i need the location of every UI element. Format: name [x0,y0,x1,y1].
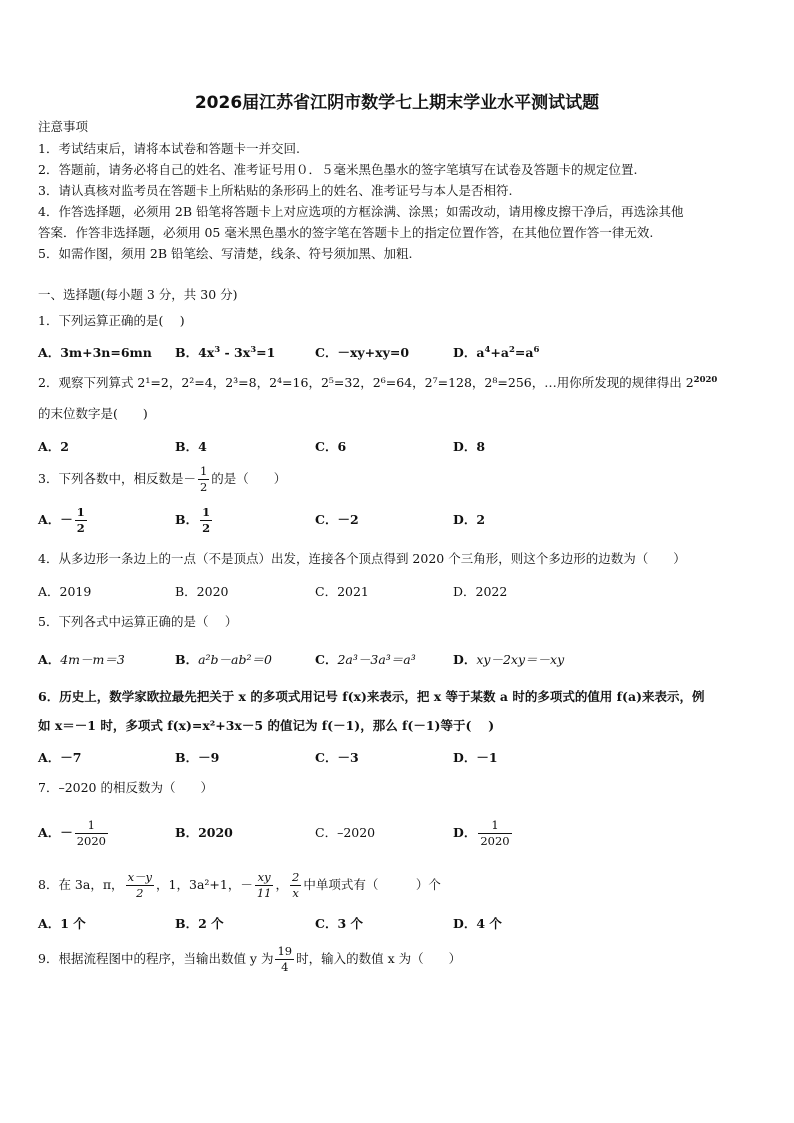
option-a: A．1 个 [38,916,86,931]
option-a: A．－ $\frac{1}{2020}$ [38,818,106,848]
notice-heading: 注意事项 [38,119,89,134]
option-c: C．－xy+xy=0 [315,345,410,360]
question-2-stem: 2．观察下列算式 2¹=2，2²=4，2³=8，2⁴=16，2⁵=32，2⁶=64，2⁷=128，2⁸=256，…用你所发现的规律得出 $2^{2020}$ [38,374,718,390]
option-d: D．8 [453,439,486,454]
question-5-stem: 5．下列各式中运算正确的是（ ） [38,614,238,629]
section-heading: 一、选择题(每小题 3 分，共 30 分) [38,287,238,302]
option-d: D．－1 [453,750,498,765]
question-1-stem: 1．下列运算正确的是( ) [38,313,185,328]
option-a: A．2 [38,439,69,454]
option-d: D．4 个 [453,916,502,931]
option-c: C．2021 [315,584,369,599]
option-a: A．－7 [38,750,82,765]
notice-item: 1．考试结束后，请将本试卷和答题卡一并交回. [38,141,300,156]
question-8-stem: 8．在 3a，π， $\frac{x-y}{2}$ ，1，3a²+1，－ $\frac{xy}{11}$ ， $\frac{2}{x}$ 中单项式有（ ）个 [38,870,441,900]
option-b: B．a²b－ab²＝0 [175,652,272,667]
question-4-stem: 4．从多边形一条边上的一点（不是顶点）出发，连接各个顶点得到 2020 个三角形，则这个多边形的边数为（ ） [38,551,686,566]
option-d: D．xy－2xy＝－xy [453,652,565,667]
option-d: D．2022 [453,584,508,599]
option-c: C．－2 [315,512,359,527]
option-a: A．4m－m＝3 [38,652,125,667]
page-title: 2026届江苏省江阴市数学七上期末学业水平测试试题 [194,93,600,113]
option-c: C．3 个 [315,916,363,931]
option-b: B．2020 [175,825,233,840]
question-6-stem: 6．历史上，数学家欧拉最先把关于 x 的多项式用记号 f(x)来表示，把 x 等于某数 a 时的多项式的值用 f(a)来表示，例 [38,689,705,704]
option-c: C．－3 [315,750,359,765]
option-a: A．3m+3n=6mn [38,345,152,360]
question-7-stem: 7．–2020 的相反数为（ ） [38,780,213,795]
notice-item: 2．答题前，请务必将自己的姓名、准考证号用０．５毫米黑色墨水的签字笔填写在试卷及答题卡的规定位置. [38,162,638,177]
option-d: D．$a^4+a^2=a^6$ [453,344,540,360]
option-c: C．–2020 [315,825,376,840]
option-d: D． $\frac{1}{2020}$ [453,818,510,848]
option-b: B．2020 [175,584,229,599]
notice-item: 答案．作答非选择题，必须用 05 毫米黑色墨水的签字笔在答题卡上的指定位置作答，在其他位置作答一律无效. [38,225,654,240]
notice-item: 4．作答选择题，必须用 2B 铅笔将答题卡上对应选项的方框涂满、涂黑；如需改动，请用橡皮擦干净后，再选涂其他 [38,204,684,219]
option-b: B．4 [175,439,207,454]
option-d: D．2 [453,512,486,527]
question-6-stem-cont: 如 x＝－1 时，多项式 f(x)=x²+3x－5 的值记为 f(－1)，那么 f(－1)等于( ) [38,718,495,733]
option-a: A．2019 [38,584,92,599]
question-3-stem: 3．下列各数中，相反数是－ $\frac{1}{2}$ 的是（ ） [38,464,287,494]
option-a: A．－ $\frac{1}{2}$ [38,505,85,535]
notice-item: 3．请认真核对监考员在答题卡上所粘贴的条形码上的姓名、准考证号与本人是否相符. [38,183,513,198]
notice-item: 5．如需作图，须用 2B 铅笔绘、写清楚，线条、符号须加黑、加粗. [38,246,413,261]
option-c: C．6 [315,439,347,454]
option-b: B． $\frac{1}{2}$ [175,505,211,535]
option-b: B．－9 [175,750,220,765]
option-c: C．2a³－3a³＝a³ [315,652,416,667]
question-2-stem-cont: 的末位数字是( ) [38,406,148,421]
fraction: $\frac{1}{2}$ [199,464,208,494]
question-9-stem: 9．根据流程图中的程序，当输出数值 y 为 $\frac{19}{4}$ 时，输入的数值 x 为（ ） [38,944,462,974]
option-b: B．$4x^3 - 3x^3=1$ [175,344,276,360]
option-b: B．2 个 [175,916,224,931]
